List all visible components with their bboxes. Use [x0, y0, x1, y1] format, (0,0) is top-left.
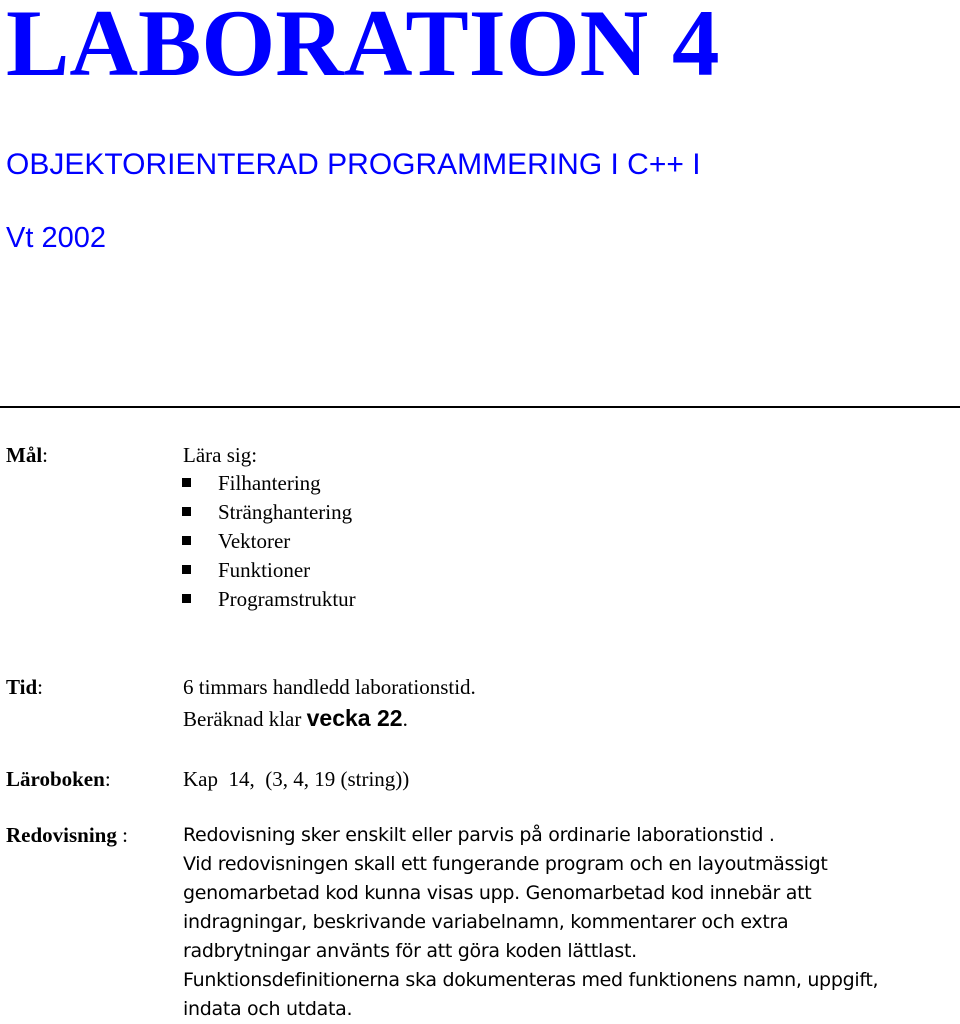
goal-item: [180, 527, 356, 556]
course-subtitle: OBJEKTORIENTERAD PROGRAMMERING I C++ I: [6, 148, 701, 181]
goal-item: [180, 556, 356, 585]
goal-item: [180, 585, 356, 614]
square-bullet-icon: [182, 536, 191, 545]
redovisning-line: indata och utdata.: [183, 998, 353, 1020]
goal-item-label: Vektorer: [218, 529, 291, 553]
redovisning-label-text: Redovisning: [6, 823, 117, 847]
document-title: LABORATION 4: [6, 0, 720, 96]
redovisning-line: Redovisning sker enskilt eller parvis på ordinarie laborationstid .: [183, 824, 775, 846]
redovisning-line: Funktionsdefinitionerna ska dokumenteras med funktionens namn, uppgift,: [183, 969, 879, 991]
mal-label-colon: :: [42, 443, 48, 467]
target-week: vecka 22: [306, 705, 403, 731]
square-bullet-icon: [182, 478, 191, 487]
redovisning-line: indragningar, beskrivande variabelnamn, kommentarer och extra: [183, 911, 789, 933]
goal-item-label: Stränghantering: [218, 500, 353, 524]
tid-line-2: [183, 704, 408, 734]
redovisning-line: genomarbetad kod kunna visas upp. Genomarbetad kod innebär att: [183, 882, 812, 904]
redovisning-line: radbrytningar använts för att göra koden lättlast.: [183, 940, 637, 962]
redovisning-line: Vid redovisningen skall ett fungerande program och en layoutmässigt: [183, 853, 828, 875]
tid-line-2-prefix: Beräknad klar: [183, 707, 307, 731]
textbook-reference: Kap 14, (3, 4, 19 (string)): [183, 767, 410, 791]
tid-label: [6, 673, 43, 701]
horizontal-divider: [0, 406, 960, 408]
tid-line-1: 6 timmars handledd laborationstid.: [183, 675, 476, 699]
term-label: Vt 2002: [6, 222, 106, 254]
goals-list: [180, 469, 356, 614]
tid-line-2-suffix: .: [402, 707, 408, 731]
square-bullet-icon: [182, 594, 191, 603]
goal-item-label: Programstruktur: [218, 587, 356, 611]
mal-label: [6, 441, 48, 469]
laroboken-label-text: Läroboken: [6, 767, 105, 791]
goal-item: [180, 469, 356, 498]
mal-label-text: Mål: [6, 443, 43, 467]
laroboken-label-colon: :: [104, 767, 111, 791]
square-bullet-icon: [182, 507, 191, 516]
goal-item: [180, 498, 356, 527]
tid-label-text: Tid: [6, 675, 38, 699]
redovisning-description: [183, 821, 878, 1024]
goal-item-label: Funktioner: [218, 558, 311, 582]
redovisning-label: [6, 821, 128, 849]
square-bullet-icon: [182, 565, 191, 574]
mal-intro: Lära sig:: [183, 443, 258, 467]
redovisning-label-colon: :: [116, 823, 128, 847]
laroboken-label: [6, 765, 111, 793]
goal-item-label: Filhantering: [218, 471, 321, 495]
tid-label-colon: :: [37, 675, 43, 699]
